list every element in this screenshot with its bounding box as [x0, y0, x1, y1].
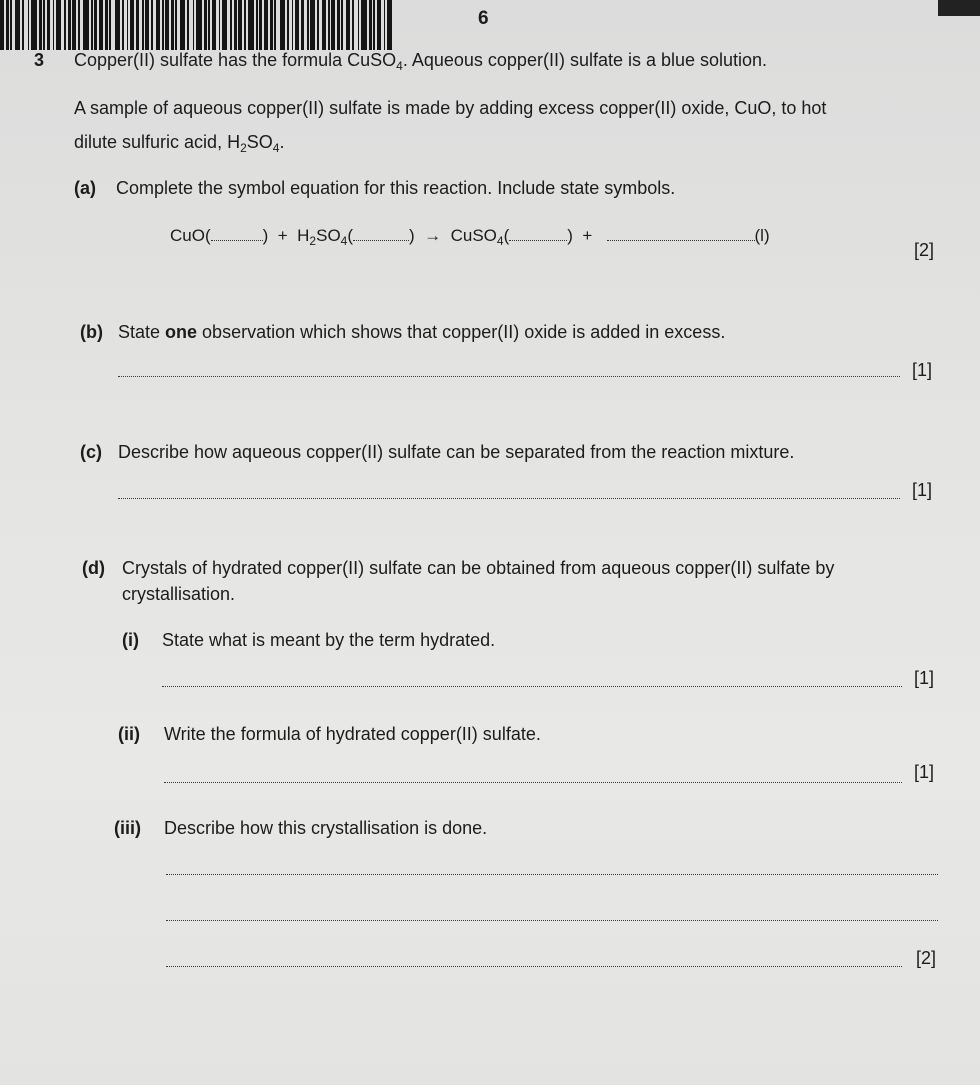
part-d-i-marks: [1]	[914, 668, 935, 688]
corner-registration-mark	[938, 0, 980, 16]
part-d-text-line1: Crystals of hydrated copper(II) sulfate can be obtained from aqueous copper(II) sulfate by	[122, 558, 835, 578]
part-a-label: (a)	[74, 178, 96, 198]
cuso4-state-blank[interactable]	[509, 226, 567, 241]
question-number: 3	[34, 50, 45, 70]
sample-text-line1: A sample of aqueous copper(II) sulfate is made by adding excess copper(II) oxide, CuO, to hot	[74, 98, 827, 118]
part-b-answer-line[interactable]	[118, 376, 900, 377]
part-d-ii-marks: [1]	[914, 762, 935, 782]
cuo-state-blank[interactable]	[211, 226, 263, 241]
h2so4-state-blank[interactable]	[353, 226, 409, 241]
part-d-i-text: State what is meant by the term hydrated.	[162, 630, 496, 650]
part-c-label: (c)	[80, 442, 102, 462]
part-c-answer-line[interactable]	[118, 498, 900, 499]
product-blank[interactable]	[607, 226, 755, 241]
part-d-ii-text: Write the formula of hydrated copper(II) sulfate.	[164, 724, 541, 744]
part-d-iii-answer-line-2[interactable]	[166, 920, 938, 921]
page-number: 6	[478, 8, 489, 29]
part-b-label: (b)	[80, 322, 103, 342]
part-d-iii-label: (iii)	[114, 818, 141, 838]
symbol-equation: CuO( ) + $H_2SO_4$( ) → CuSO$_4$( ) + (l)	[170, 226, 770, 248]
part-b-marks: [1]	[912, 360, 933, 380]
part-d-iii-answer-line-3[interactable]	[166, 966, 902, 967]
part-d-text-line2: crystallisation.	[122, 584, 236, 604]
part-a-text: Complete the symbol equation for this reaction. Include state symbols.	[116, 178, 676, 198]
part-a-marks: [2]	[914, 240, 935, 260]
part-d-ii-label: (ii)	[118, 724, 140, 744]
part-d-iii-text: Describe how this crystallisation is done.	[164, 818, 488, 838]
barcode	[0, 0, 392, 50]
part-d-i-label: (i)	[122, 630, 139, 650]
part-c-text: Describe how aqueous copper(II) sulfate can be separated from the reaction mixture.	[118, 442, 795, 462]
part-d-label: (d)	[82, 558, 105, 578]
part-d-iii-marks: [2]	[916, 948, 937, 968]
part-d-i-answer-line[interactable]	[162, 686, 902, 687]
part-d-ii-answer-line[interactable]	[164, 782, 902, 783]
part-b-text: State one observation which shows that copper(II) oxide is added in excess.	[118, 322, 726, 342]
part-c-marks: [1]	[912, 480, 933, 500]
question-intro: Copper(II) sulfate has the formula CuSO$_4$. Aqueous copper(II) sulfate is a blue solution.	[74, 50, 768, 73]
sample-text-line2: dilute sulfuric acid, $H_2SO_4$.	[74, 132, 285, 155]
part-d-iii-answer-line-1[interactable]	[166, 874, 938, 875]
